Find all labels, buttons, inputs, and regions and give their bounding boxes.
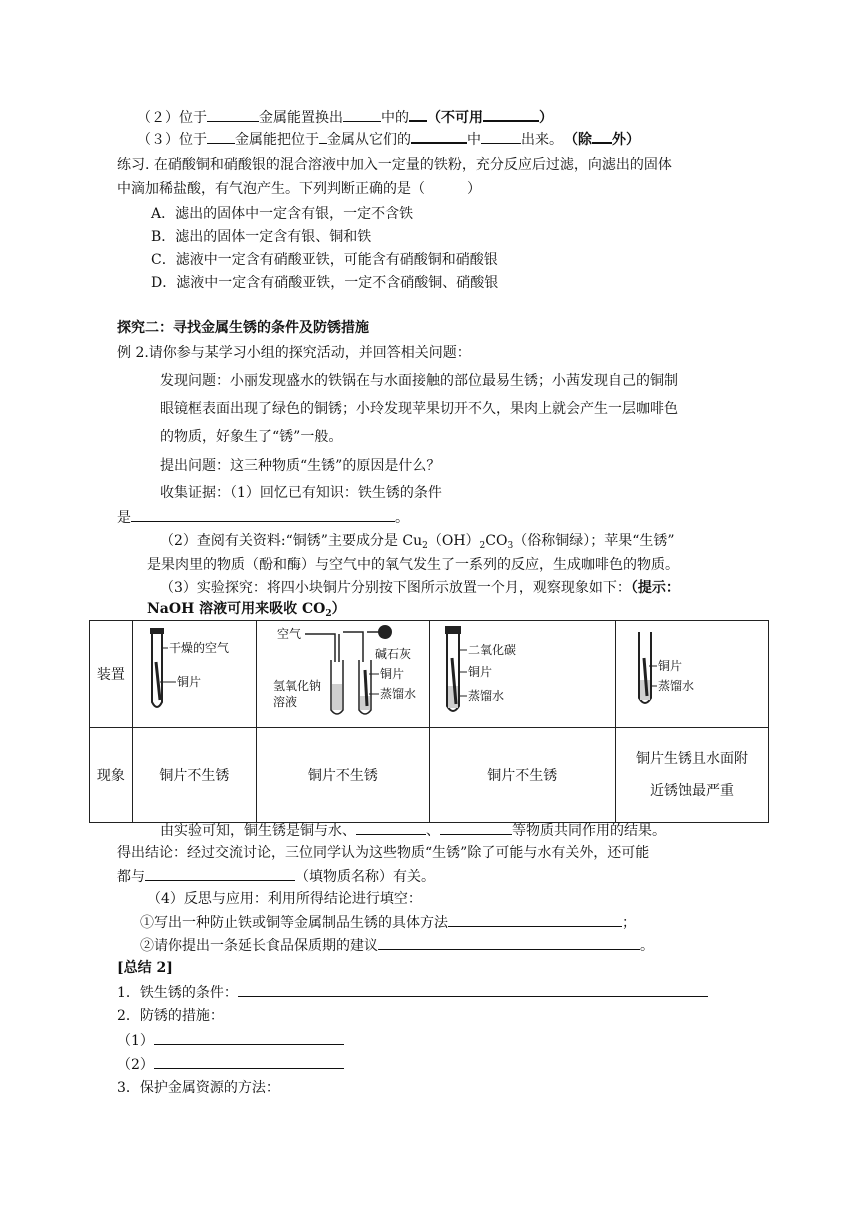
summary-item-3: 3．保护金属资源的方法： <box>117 1080 280 1096</box>
rule-3: （３）位于 金属能把位于 金属从它们的 中 出来。 （除 外） <box>137 128 640 150</box>
evidence-2: （2）查阅有关资料:“铜锈”主要成分是 $Cu_2(OH)_2CO_3$（俗称铜绿）；苹果“生锈” <box>160 533 675 551</box>
discover-text: 发现问题：小丽发现盛水的铁锅在与水面接触的部位最易生锈；小茜发现自己的铜制 <box>160 373 678 389</box>
conclusion-1: 由实验可知，铜生锈是铜与水、 、 等物质共同作用的结果。 <box>160 820 666 841</box>
apparatus-1 <box>132 621 256 728</box>
option-a: A．滤出的固体中一定含有银，一定不含铁 <box>151 206 414 222</box>
discover-text: 的物质，好象生了“锈”一般。 <box>160 429 343 445</box>
summary-title: [总结 2] <box>117 960 173 976</box>
exercise-stem: 中滴加稀盐酸，有气泡产生。下列判断正确的是（ ） <box>117 181 481 197</box>
blank[interactable] <box>131 507 395 522</box>
svg-text:蒸馏水: 蒸馏水 <box>468 689 505 703</box>
svg-text:二氧化碳: 二氧化碳 <box>468 643 517 657</box>
row-header-phenomenon: 现象 <box>90 728 133 823</box>
blank[interactable] <box>448 912 622 927</box>
test-tube-co2-icon <box>431 622 613 722</box>
discover-text: 眼镜框表面出现了绿色的铜锈；小玲发现苹果切开不久，果肉上就会产生一层咖啡色 <box>160 401 678 417</box>
experiment-table <box>89 620 769 823</box>
blank[interactable] <box>483 106 539 122</box>
svg-text:碱石灰: 碱石灰 <box>374 647 411 661</box>
rule-2: （２）位于 金属能置换出 中的 （不可用 ） <box>137 106 553 128</box>
apparatus-2 <box>257 621 429 728</box>
option-c: C．滤液中一定含有硝酸亚铁，可能含有硝酸铜和硝酸银 <box>151 252 498 268</box>
summary-sub-2: （2） <box>117 1054 344 1075</box>
svg-text:氢氧化钠: 氢氧化钠 <box>272 679 321 693</box>
blank[interactable] <box>409 106 427 122</box>
summary-item-2: 2．防锈的措施： <box>117 1008 224 1024</box>
option-d: D．滤液中一定含有硝酸亚铁，一定不含硝酸铜、硝酸银 <box>151 275 499 291</box>
svg-text:铜片: 铜片 <box>658 659 683 673</box>
blank[interactable] <box>207 107 259 122</box>
svg-text:蒸馏水: 蒸馏水 <box>379 687 416 701</box>
blank[interactable] <box>343 107 381 122</box>
blank[interactable] <box>378 935 640 950</box>
blank[interactable] <box>481 129 521 144</box>
blank[interactable] <box>154 1030 344 1045</box>
evidence-text: 收集证据：（1）回忆已有知识：铁生锈的条件 <box>160 485 442 501</box>
apparatus-3 <box>429 621 615 728</box>
svg-text:铜片: 铜片 <box>379 667 404 681</box>
blank[interactable] <box>356 820 426 835</box>
svg-text:蒸馏水: 蒸馏水 <box>658 679 695 693</box>
test-tube-open-icon <box>617 622 767 722</box>
option-b: B．滤出的固体一定含有银、铜和铁 <box>151 229 372 245</box>
blank[interactable] <box>154 1054 344 1069</box>
blank[interactable] <box>411 128 467 144</box>
svg-text:空气: 空气 <box>276 627 301 641</box>
test-tube-dry-air-icon <box>134 622 254 722</box>
svg-text:溶液: 溶液 <box>272 695 297 709</box>
reflect-text: （4）反思与应用：利用所得结论进行填空： <box>147 891 422 907</box>
blank[interactable] <box>592 128 612 144</box>
blank[interactable] <box>440 820 512 835</box>
apparatus-naoh-soda-lime-icon <box>259 622 427 722</box>
question-text: 提出问题：这三种物质“生锈”的原因是什么？ <box>160 458 441 474</box>
example-intro: 例 2.请你参与某学习小组的探究活动，并回答相关问题： <box>117 345 471 361</box>
row-header-apparatus: 装置 <box>90 621 133 728</box>
phenomenon-3: 铜片不生锈 <box>429 728 615 823</box>
exercise-stem: 练习. 在硝酸铜和硝酸银的混合溶液中加入一定量的铁粉，充分反应后过滤，向滤出的固体 <box>117 157 672 173</box>
blank[interactable] <box>319 129 327 144</box>
evidence-answer-line: 是 。 <box>117 507 409 528</box>
summary-sub-1: （1） <box>117 1030 344 1051</box>
evidence-3: （3）实验探究：将四小块铜片分别按下图所示放置一个月，观察现象如下：（提示： <box>160 580 680 596</box>
apparatus-4 <box>616 621 769 728</box>
section-title: 探究二：寻找金属生锈的条件及防锈措施 <box>117 320 369 336</box>
svg-text:铜片: 铜片 <box>468 665 493 679</box>
conclusion-3: 都与 （填物质名称）有关。 <box>117 866 435 887</box>
svg-text:干燥的空气: 干燥的空气 <box>169 641 230 655</box>
svg-text:铜片: 铜片 <box>177 675 202 689</box>
blank[interactable] <box>207 129 235 144</box>
apply-2: ②请你提出一条延长食品保质期的建议 。 <box>140 935 654 956</box>
phenomenon-4: 铜片生锈且水面附 近锈蚀最严重 <box>616 728 769 823</box>
phenomenon-1: 铜片不生锈 <box>132 728 256 823</box>
evidence-2-cont: 是果肉里的物质（酚和酶）与空气中的氧气发生了一系列的反应，生成咖啡色的物质。 <box>147 557 679 573</box>
blank[interactable] <box>238 982 708 997</box>
blank[interactable] <box>145 866 295 881</box>
hint-text: NaOH 溶液可用来吸收 $CO_2$） <box>147 601 346 619</box>
phenomenon-2: 铜片不生锈 <box>257 728 429 823</box>
summary-item-1: 1．铁生锈的条件： <box>117 982 708 1003</box>
conclusion-2: 得出结论：经过交流讨论，三位同学认为这些物质“生锈”除了可能与水有关外，还可能 <box>117 845 650 861</box>
apply-1: ①写出一种防止铁或铜等金属制品生锈的具体方法 ； <box>140 912 636 933</box>
